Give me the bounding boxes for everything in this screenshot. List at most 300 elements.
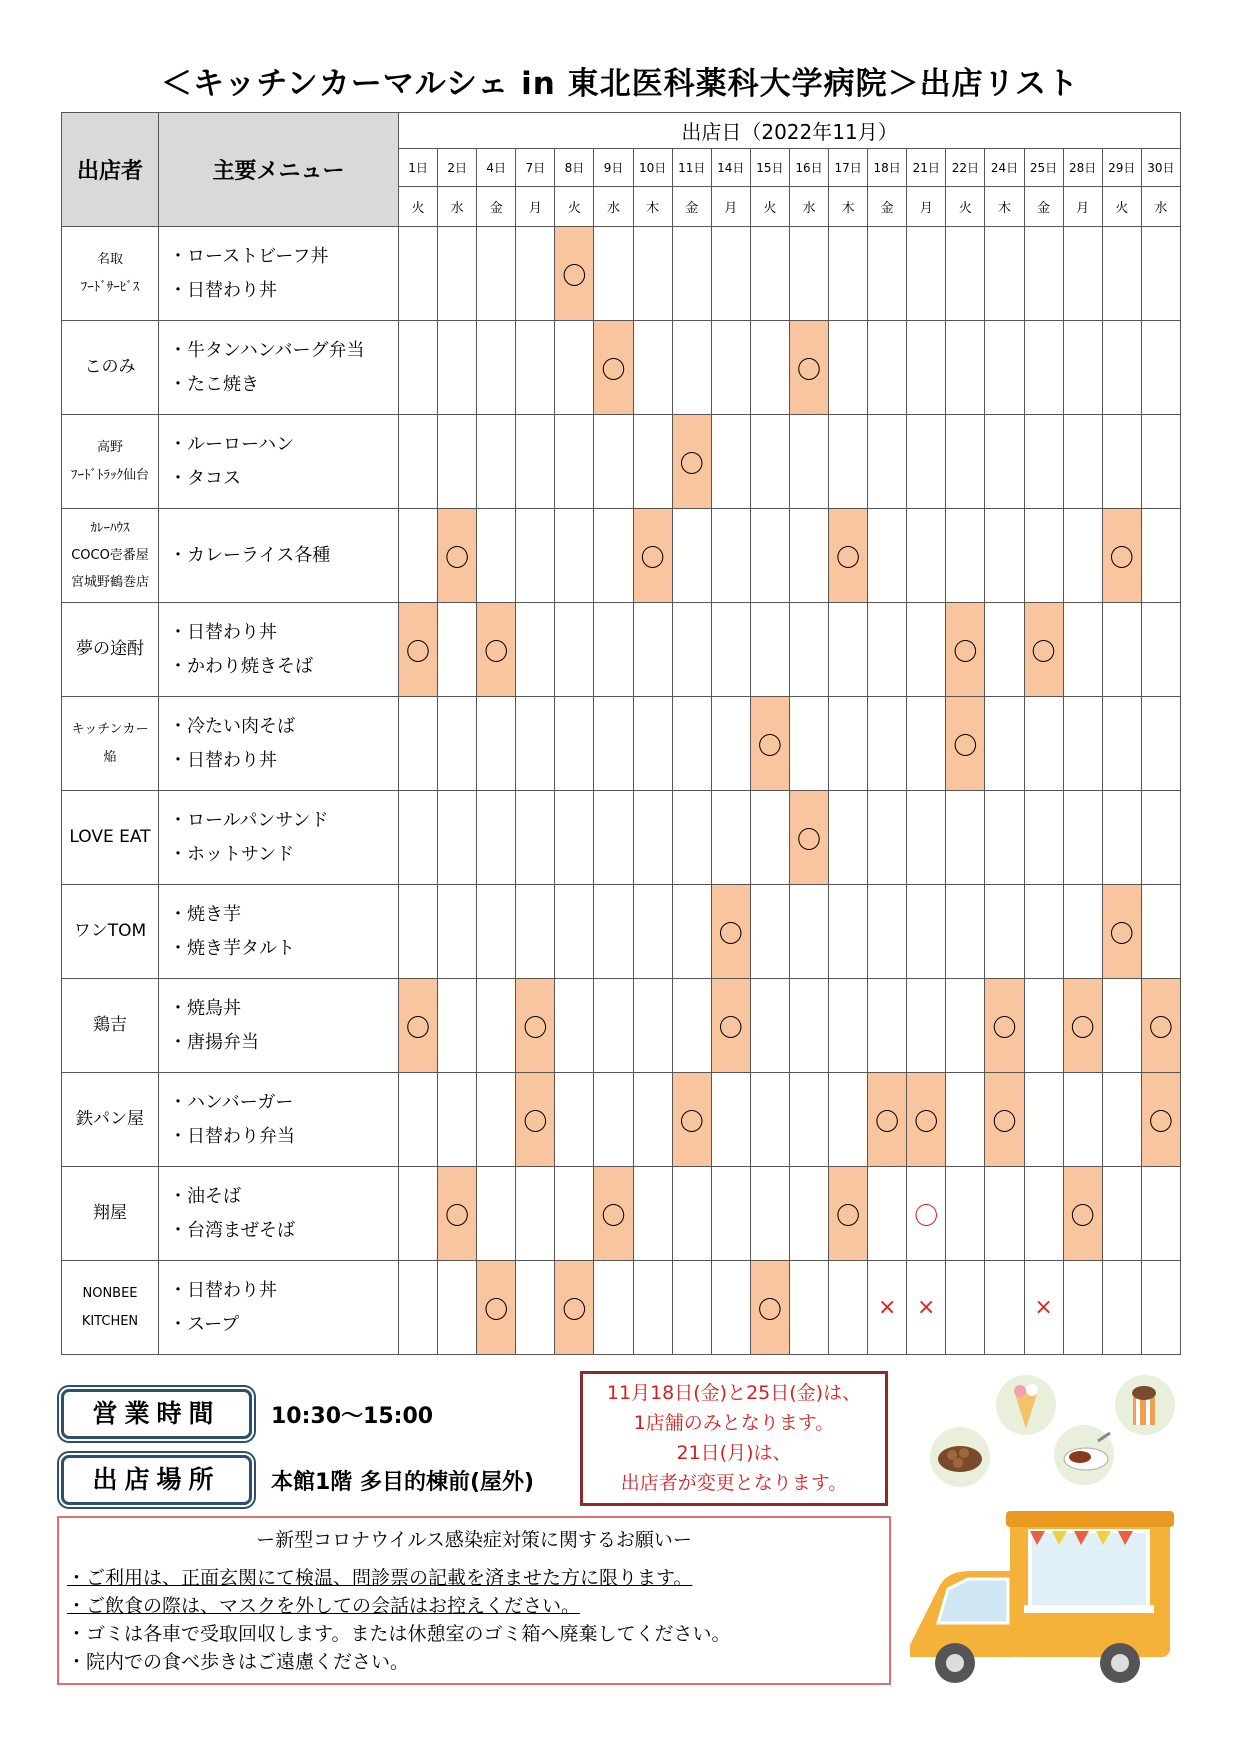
schedule-cell	[985, 791, 1024, 885]
menu-item: ・たこ焼き	[169, 373, 259, 395]
header-row	[62, 113, 1181, 149]
schedule-cell	[1141, 603, 1180, 697]
schedule-cell	[555, 321, 594, 415]
day-header: 16日	[789, 149, 828, 187]
food-truck-icon	[900, 1505, 1180, 1695]
menu-item: ・カレーライス各種	[169, 544, 331, 566]
vendor-name	[62, 509, 159, 603]
schedule-cell	[672, 1073, 711, 1167]
schedule-cell	[711, 979, 750, 1073]
vendor-row	[62, 321, 1181, 415]
notice-rule: ・院内での食べ歩きはご遠慮ください。	[67, 1651, 410, 1673]
day-header: 25日	[1024, 149, 1063, 187]
schedule-cell	[946, 1073, 985, 1167]
day-header: 1日	[399, 149, 438, 187]
vendor-name	[62, 1261, 159, 1355]
schedule-cell	[907, 697, 946, 791]
schedule-cell	[672, 227, 711, 321]
schedule-cell	[868, 603, 907, 697]
menu-items	[159, 1073, 399, 1167]
schedule-cell	[672, 791, 711, 885]
schedule-cell	[672, 603, 711, 697]
schedule-cell	[1141, 1167, 1180, 1261]
day-header: 11日	[672, 149, 711, 187]
day-header: 17日	[829, 149, 868, 187]
schedule-cell	[1141, 415, 1180, 509]
notice-line: 11月18日(金)と25日(金)は、	[606, 1382, 862, 1404]
vendor-name-line: このみ	[84, 356, 136, 377]
schedule-cell	[789, 321, 828, 415]
schedule-cell	[789, 227, 828, 321]
vendor-name-line: COCO壱番屋	[71, 547, 149, 563]
takoyaki-icon	[930, 1427, 990, 1487]
schedule-cell	[438, 1261, 477, 1355]
schedule-cell	[1063, 321, 1102, 415]
weekday-header: 金	[477, 187, 516, 227]
schedule-cell	[907, 1261, 946, 1355]
schedule-cell	[594, 791, 633, 885]
mark-circle: 〇	[875, 1108, 900, 1136]
schedule-cell	[750, 509, 789, 603]
schedule-cell	[1063, 415, 1102, 509]
schedule-cell	[672, 885, 711, 979]
notice-rule: ・ご利用は、正面玄関にて検温、問診票の記載を済ませた方に限ります。	[67, 1567, 693, 1589]
schedule-cell	[1102, 885, 1141, 979]
schedule-cell	[1141, 791, 1180, 885]
mark-circle: 〇	[992, 1108, 1017, 1136]
mark-circle: 〇	[836, 544, 861, 572]
schedule-cell	[985, 603, 1024, 697]
schedule-cell	[438, 885, 477, 979]
schedule-cell	[594, 979, 633, 1073]
mark-circle: 〇	[445, 1202, 470, 1230]
schedule-cell	[594, 415, 633, 509]
schedule-cell	[750, 415, 789, 509]
vendor-name	[62, 697, 159, 791]
menu-items	[159, 979, 399, 1073]
schedule-cell	[1102, 603, 1141, 697]
vendor-name-line: 焔	[103, 749, 117, 765]
vendor-row	[62, 1167, 1181, 1261]
vendor-name	[62, 415, 159, 509]
schedule-cell	[1063, 509, 1102, 603]
schedule-cell	[399, 1073, 438, 1167]
schedule-cell	[399, 979, 438, 1073]
vendor-row	[62, 885, 1181, 979]
schedule-cell	[1141, 885, 1180, 979]
schedule-cell	[868, 791, 907, 885]
schedule-cell	[1102, 979, 1141, 1073]
mark-circle: 〇	[523, 1108, 548, 1136]
schedule-cell	[711, 791, 750, 885]
schedule-cell	[750, 885, 789, 979]
schedule-cell	[750, 321, 789, 415]
schedule-cell	[438, 1167, 477, 1261]
schedule-cell	[985, 979, 1024, 1073]
menu-item: ・焼き芋	[169, 903, 241, 925]
schedule-cell	[789, 1167, 828, 1261]
schedule-cell	[1063, 885, 1102, 979]
day-header: 10日	[633, 149, 672, 187]
vendor-name-line: 夢の途酎	[76, 638, 144, 659]
schedule-cell	[946, 979, 985, 1073]
schedule-cell	[750, 1073, 789, 1167]
schedule-cell	[438, 791, 477, 885]
weekday-header: 金	[868, 187, 907, 227]
schedule-cell	[829, 1073, 868, 1167]
mark-circle: 〇	[1070, 1202, 1095, 1230]
schedule-cell	[438, 227, 477, 321]
schedule-cell	[555, 603, 594, 697]
schedule-cell	[594, 321, 633, 415]
day-header: 7日	[516, 149, 555, 187]
menu-items	[159, 1167, 399, 1261]
schedule-cell	[399, 1167, 438, 1261]
schedule-cell	[1102, 321, 1141, 415]
menu-item: ・タコス	[169, 467, 241, 489]
schedule-cell	[829, 603, 868, 697]
schedule-cell	[946, 603, 985, 697]
mark-circle: 〇	[914, 1202, 939, 1230]
weekday-header: 金	[1024, 187, 1063, 227]
menu-item: ・日替わり丼	[169, 621, 277, 643]
drink-icon	[1115, 1375, 1175, 1435]
schedule-cell	[985, 1261, 1024, 1355]
schedule-cell	[1102, 1167, 1141, 1261]
menu-item: ・スープ	[169, 1313, 240, 1335]
mark-cross: ×	[1034, 1295, 1053, 1320]
schedule-cell	[516, 979, 555, 1073]
schedule-cell	[438, 509, 477, 603]
day-header: 22日	[946, 149, 985, 187]
schedule-cell	[477, 415, 516, 509]
weekday-header: 水	[789, 187, 828, 227]
vendor-name-line: ワンTOM	[73, 920, 147, 941]
schedule-cell	[829, 227, 868, 321]
mark-circle: 〇	[601, 356, 626, 384]
mark-circle: 〇	[562, 262, 587, 290]
schedule-cell	[907, 885, 946, 979]
menu-item: ・焼き芋タルト	[169, 937, 295, 959]
schedule-cell	[868, 1167, 907, 1261]
menu-item: ・日替わり丼	[169, 749, 277, 771]
schedule-cell	[477, 885, 516, 979]
day-header: 2日	[438, 149, 477, 187]
schedule-cell	[985, 697, 1024, 791]
weekday-header: 木	[985, 187, 1024, 227]
menu-items	[159, 885, 399, 979]
schedule-cell	[868, 885, 907, 979]
day-header: 29日	[1102, 149, 1141, 187]
weekday-header: 水	[1141, 187, 1180, 227]
schedule-cell	[1063, 1167, 1102, 1261]
curry-icon	[1054, 1425, 1114, 1485]
menu-items	[159, 697, 399, 791]
crepe-icon	[996, 1375, 1056, 1435]
mark-circle: 〇	[1109, 920, 1134, 948]
hours-label: 営業時間	[61, 1389, 252, 1439]
schedule-cell	[477, 321, 516, 415]
weekday-header: 月	[1063, 187, 1102, 227]
schedule-cell	[985, 227, 1024, 321]
vendor-name-line: キッチンカー	[71, 722, 149, 738]
schedule-cell	[711, 885, 750, 979]
notice-line: 21日(月)は、	[676, 1442, 792, 1464]
weekday-header: 水	[438, 187, 477, 227]
schedule-cell	[594, 603, 633, 697]
schedule-cell	[672, 415, 711, 509]
menu-item: ・牛タンハンバーグ弁当	[169, 339, 365, 361]
vendor-name-line: 翔屋	[93, 1202, 127, 1223]
schedule-cell	[1102, 509, 1141, 603]
mark-circle: 〇	[914, 1108, 939, 1136]
schedule-cell	[868, 509, 907, 603]
menu-column-header: 主要メニュー	[159, 113, 399, 227]
schedule-cell	[868, 321, 907, 415]
schedule-cell	[789, 603, 828, 697]
weekday-header: 水	[594, 187, 633, 227]
vendor-row	[62, 1261, 1181, 1355]
schedule-cell	[633, 603, 672, 697]
schedule-cell	[594, 697, 633, 791]
menu-item: ・日替わり丼	[169, 279, 277, 301]
schedule-cell	[516, 321, 555, 415]
schedule-cell	[1024, 227, 1063, 321]
schedule-cell	[1102, 1073, 1141, 1167]
schedule-cell	[516, 791, 555, 885]
schedule-cell	[711, 321, 750, 415]
schedule-cell	[594, 885, 633, 979]
day-header: 30日	[1141, 149, 1180, 187]
mark-circle: 〇	[562, 1296, 587, 1324]
mark-circle: 〇	[953, 732, 978, 760]
schedule-cell	[711, 227, 750, 321]
vendor-row	[62, 509, 1181, 603]
schedule-cell	[1141, 979, 1180, 1073]
schedule-cell	[516, 603, 555, 697]
schedule-cell	[1024, 603, 1063, 697]
schedule-cell	[711, 1073, 750, 1167]
mark-circle: 〇	[953, 638, 978, 666]
schedule-cell	[829, 415, 868, 509]
schedule-cell	[399, 697, 438, 791]
schedule-cell	[907, 791, 946, 885]
vendor-name-line: ﾌｰﾄﾞﾄﾗｯｸ仙台	[70, 467, 149, 483]
schedule-cell	[399, 509, 438, 603]
schedule-cell	[789, 885, 828, 979]
mark-circle: 〇	[601, 1202, 626, 1230]
mark-circle: 〇	[406, 1014, 431, 1042]
schedule-cell	[555, 1073, 594, 1167]
menu-items	[159, 1261, 399, 1355]
schedule-cell	[1024, 1073, 1063, 1167]
menu-item: ・冷たい肉そば	[169, 715, 295, 737]
menu-items	[159, 509, 399, 603]
schedule-cell	[711, 509, 750, 603]
schedule-cell	[1063, 1073, 1102, 1167]
schedule-cell	[672, 1167, 711, 1261]
mark-cross: ×	[877, 1295, 897, 1320]
schedule-cell	[555, 227, 594, 321]
schedule-cell	[555, 697, 594, 791]
schedule-cell	[399, 1261, 438, 1355]
mark-circle: 〇	[796, 826, 821, 854]
schedule-cell	[516, 227, 555, 321]
schedule-cell	[555, 1261, 594, 1355]
schedule-cell	[711, 697, 750, 791]
schedule-cell	[829, 979, 868, 1073]
mark-circle: 〇	[679, 1108, 704, 1136]
schedule-cell	[750, 697, 789, 791]
food-illustrations	[920, 1375, 1190, 1495]
schedule-cell	[985, 509, 1024, 603]
schedule-cell	[438, 697, 477, 791]
schedule-cell	[438, 321, 477, 415]
schedule-cell	[1102, 415, 1141, 509]
notice-rule: ・ご飲食の際は、マスクを外しての会話はお控えください。	[67, 1595, 581, 1617]
schedule-cell	[985, 321, 1024, 415]
schedule-cell	[672, 979, 711, 1073]
schedule-cell	[1024, 509, 1063, 603]
mark-circle: 〇	[640, 544, 665, 572]
schedule-cell	[750, 1167, 789, 1261]
mark-circle: 〇	[1109, 544, 1134, 572]
weekday-header: 金	[672, 187, 711, 227]
vendor-name-line: KITCHEN	[81, 1313, 139, 1329]
schedule-cell	[399, 885, 438, 979]
schedule-cell	[711, 603, 750, 697]
schedule-cell	[789, 1073, 828, 1167]
schedule-cell	[1102, 1261, 1141, 1355]
schedule-cell	[907, 227, 946, 321]
schedule-cell	[907, 509, 946, 603]
schedule-cell	[477, 1073, 516, 1167]
schedule-cell	[985, 885, 1024, 979]
vendor-row	[62, 1073, 1181, 1167]
vendor-name-line: 鶏吉	[93, 1014, 127, 1035]
schedule-cell	[633, 1073, 672, 1167]
vendor-name-line: ﾌｰﾄﾞｻｰﾋﾞｽ	[80, 279, 140, 295]
schedule-cell	[1102, 697, 1141, 791]
day-header: 15日	[750, 149, 789, 187]
schedule-cell	[1102, 791, 1141, 885]
schedule-cell	[750, 791, 789, 885]
schedule-cell	[829, 321, 868, 415]
mark-circle: 〇	[718, 1014, 743, 1042]
menu-items	[159, 603, 399, 697]
schedule-cell	[711, 415, 750, 509]
schedule-cell	[399, 227, 438, 321]
schedule-cell	[594, 1167, 633, 1261]
schedule-cell	[907, 1073, 946, 1167]
schedule-cell	[985, 1167, 1024, 1261]
schedule-notice	[580, 1371, 888, 1506]
day-header: 9日	[594, 149, 633, 187]
schedule-cell	[516, 1167, 555, 1261]
schedule-cell	[633, 415, 672, 509]
schedule-cell	[868, 227, 907, 321]
vendor-name-line: 高野	[96, 440, 123, 456]
schedule-cell	[750, 979, 789, 1073]
schedule-table	[61, 112, 1181, 1355]
schedule-cell	[711, 1167, 750, 1261]
weekday-header: 火	[399, 187, 438, 227]
mark-circle: 〇	[484, 638, 509, 666]
weekday-header: 火	[750, 187, 789, 227]
schedule-cell	[594, 1261, 633, 1355]
vendor-name	[62, 885, 159, 979]
schedule-cell	[946, 227, 985, 321]
schedule-cell	[907, 321, 946, 415]
schedule-cell	[1141, 1261, 1180, 1355]
schedule-cell	[985, 415, 1024, 509]
menu-item: ・日替わり丼	[169, 1279, 277, 1301]
notice-rule: ・ゴミは各車で受取回収します。または休憩室のゴミ箱へ廃棄してください。	[67, 1623, 731, 1645]
schedule-cell	[1024, 979, 1063, 1073]
schedule-cell	[633, 697, 672, 791]
schedule-cell	[633, 321, 672, 415]
schedule-cell	[789, 509, 828, 603]
schedule-cell	[946, 415, 985, 509]
schedule-cell	[555, 509, 594, 603]
schedule-cell	[829, 1167, 868, 1261]
schedule-cell	[555, 1167, 594, 1261]
schedule-cell	[477, 791, 516, 885]
vendor-name	[62, 321, 159, 415]
schedule-cell	[516, 697, 555, 791]
schedule-cell	[672, 1261, 711, 1355]
schedule-cell	[750, 1261, 789, 1355]
schedule-cell	[1063, 1261, 1102, 1355]
schedule-cell	[711, 1261, 750, 1355]
schedule-cell	[438, 1073, 477, 1167]
schedule-cell	[1141, 321, 1180, 415]
mark-circle: 〇	[1070, 1014, 1095, 1042]
schedule-cell	[1024, 885, 1063, 979]
schedule-cell	[555, 979, 594, 1073]
schedule-cell	[829, 1261, 868, 1355]
schedule-cell	[829, 697, 868, 791]
schedule-cell	[477, 227, 516, 321]
day-header: 24日	[985, 149, 1024, 187]
dates-header: 出店日（2022年11月）	[399, 113, 1181, 149]
schedule-cell	[907, 979, 946, 1073]
menu-item: ・ロールパンサンド	[169, 809, 329, 831]
menu-item: ・ルーローハン	[169, 433, 295, 455]
schedule-cell	[1024, 1261, 1063, 1355]
schedule-cell	[829, 791, 868, 885]
mark-circle: 〇	[836, 1202, 861, 1230]
schedule-cell	[1141, 509, 1180, 603]
schedule-cell	[477, 1167, 516, 1261]
vendor-row	[62, 697, 1181, 791]
schedule-cell	[868, 1261, 907, 1355]
mark-circle: 〇	[757, 732, 782, 760]
hours-value: 10:30〜15:00	[271, 1404, 434, 1429]
day-header: 8日	[555, 149, 594, 187]
schedule-cell	[750, 227, 789, 321]
schedule-cell	[633, 885, 672, 979]
schedule-cell	[1141, 697, 1180, 791]
weekday-header: 月	[907, 187, 946, 227]
weekday-header: 木	[633, 187, 672, 227]
schedule-cell	[399, 415, 438, 509]
vendor-name-line: 名取	[96, 252, 123, 268]
mark-circle: 〇	[523, 1014, 548, 1042]
weekday-header: 火	[1102, 187, 1141, 227]
schedule-cell	[672, 509, 711, 603]
schedule-cell	[633, 509, 672, 603]
